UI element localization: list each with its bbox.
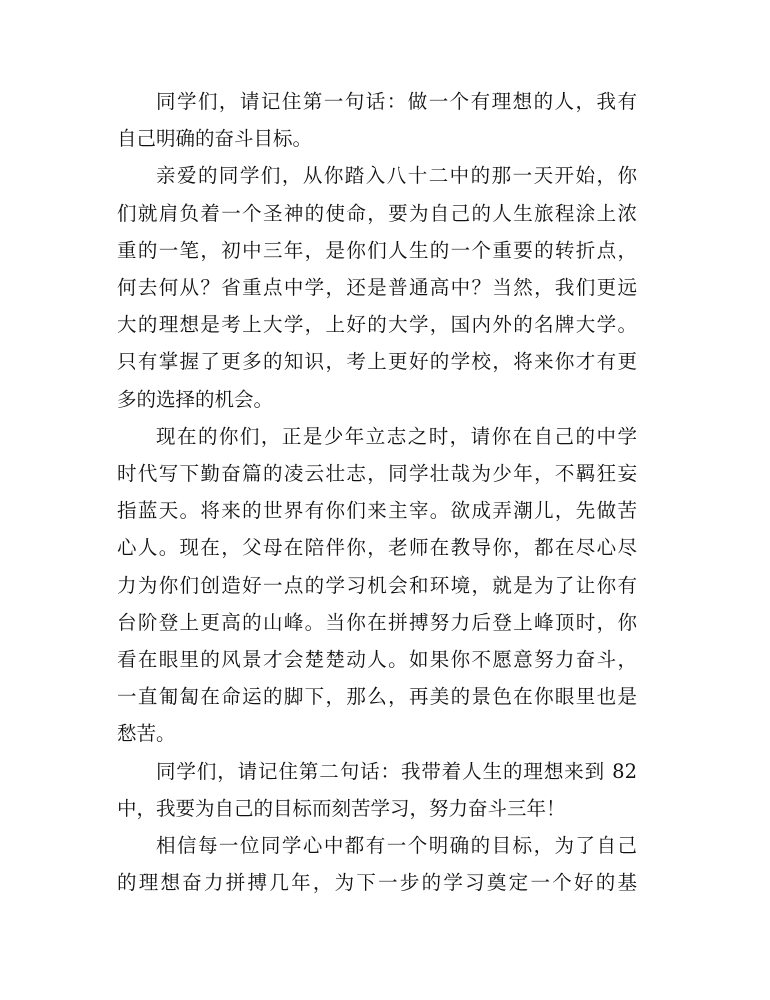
text-line: 愁苦。 (117, 722, 176, 746)
text-line: 自己明确的奋斗目标。 (117, 127, 313, 151)
text-line: 现在的你们，正是少年立志之时，请你在自己的中学 (156, 424, 637, 448)
text-line: 心人。现在，父母在陪伴你，老师在教导你，都在尽心尽 (117, 536, 637, 560)
text-line: 看在眼里的风景才会楚楚动人。如果你不愿意努力奋斗， (117, 648, 637, 672)
paragraph-3 (117, 418, 637, 753)
text-line: 们就肩负着一个圣神的使命，要为自己的人生旅程涂上浓 (117, 201, 637, 225)
text-line: 的理想奋力拼搏几年，为下一步的学习奠定一个好的基 (117, 871, 637, 895)
text-line: 台阶登上更高的山峰。当你在拼搏努力后登上峰顶时，你 (117, 610, 637, 634)
paragraph-4 (117, 753, 637, 827)
text-line: 力为你们创造好一点的学习机会和环境，就是为了让你有 (117, 573, 637, 597)
text-line: 中，我要为自己的目标而刻苦学习，努力奋斗三年！ (117, 796, 566, 820)
paragraph-2 (117, 157, 637, 417)
text-line: 同学们，请记住第一句话：做一个有理想的人，我有 (156, 90, 637, 113)
text-line: 时代写下勤奋篇的凌云壮志，同学壮哉为少年，不羁狂妄 (117, 462, 637, 486)
text-line: 大的理想是考上大学，上好的大学，国内外的名牌大学。 (117, 313, 637, 337)
text-line: 一直匍匐在命运的脚下，那么，再美的景色在你眼里也是 (117, 685, 637, 709)
text-line: 多的选择的机会。 (117, 387, 274, 411)
text-line: 指蓝天。将来的世界有你们来主宰。欲成弄潮儿，先做苦 (117, 499, 637, 523)
text-line: 重的一笔，初中三年，是你们人生的一个重要的转折点， (117, 238, 637, 262)
document-body (117, 83, 637, 901)
text-line: 亲爱的同学们，从你踏入八十二中的那一天开始，你 (156, 164, 637, 188)
text-line: 只有掌握了更多的知识，考上更好的学校，将来你才有更 (117, 350, 637, 374)
text-line: 何去何从？省重点中学，还是普通高中？当然，我们更远 (117, 276, 637, 300)
paragraph-1 (117, 83, 637, 157)
text-line: 同学们，请记住第二句话：我带着人生的理想来到 82 (156, 759, 637, 783)
text-line: 相信每一位同学心中都有一个明确的目标，为了自己 (156, 834, 637, 858)
paragraph-5 (117, 827, 637, 901)
